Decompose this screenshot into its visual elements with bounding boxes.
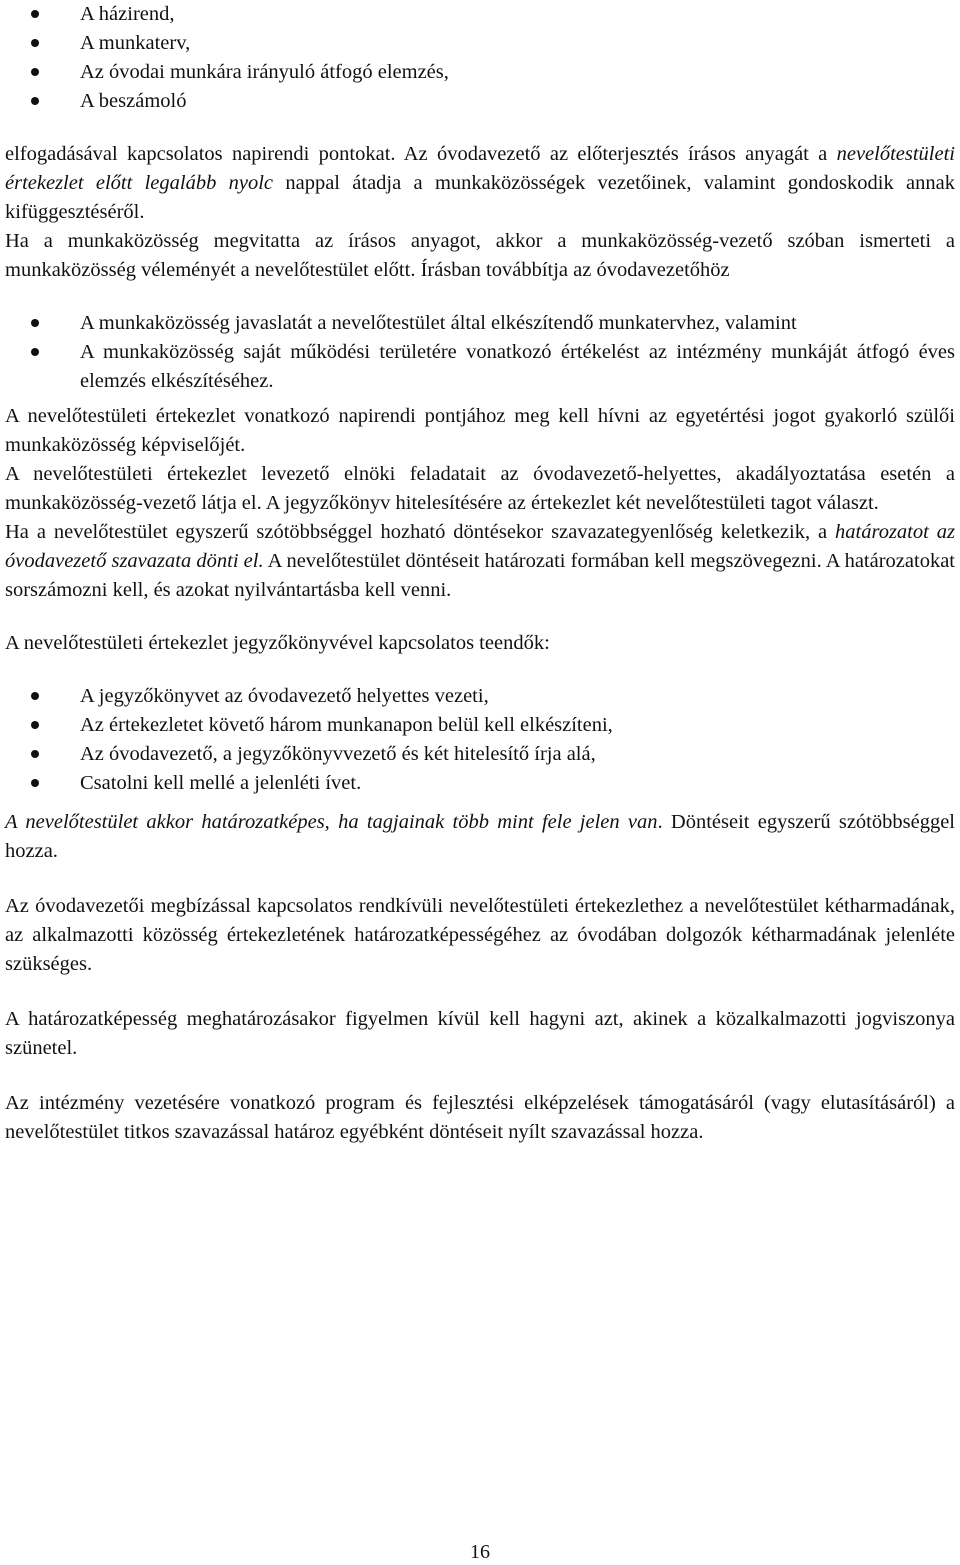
list-item: A beszámoló xyxy=(5,87,955,116)
list-item: A jegyzőkönyvet az óvodavezető helyettes vezeti, xyxy=(5,682,955,711)
list-item: Az óvodavezető, a jegyzőkönyvvezető és két hitelesítő írja alá, xyxy=(5,740,955,769)
paragraph-committee-review: Ha a munkaközösség megvitatta az írásos anyagot, akkor a munkaközösség-vezető szóban ismerteti a munkaközösség véleményét a nevelőtestület előtt. Írásban továbbítja az óvodavezetőhöz xyxy=(5,230,955,281)
list-item: A munkaközösség javaslatát a nevelőtestület által elkészítendő munkatervhez, valamint xyxy=(5,309,955,338)
paragraph-quorum: A nevelőtestület akkor határozatképes, ha tagjainak több mint fele jelen van. Döntéseit egyszerű szótöbbséggel hozza. xyxy=(5,811,955,862)
list-item: A házirend, xyxy=(5,0,955,29)
list-item: Az óvodai munkára irányuló átfogó elemzés, xyxy=(5,58,955,87)
top-bullet-list xyxy=(5,0,955,116)
bottom-bullet-list xyxy=(5,682,955,798)
list-item: Az értekezletet követő három munkanapon belül kell elkészíteni, xyxy=(5,711,955,740)
page-number: 16 xyxy=(470,1541,490,1563)
list-item: Csatolni kell mellé a jelenléti ívet. xyxy=(5,769,955,798)
list-item: A munkaközösség saját működési területére vonatkozó értékelést az intézmény munkáját átfogó éves elemzés elkészítéséhez. xyxy=(5,338,955,396)
paragraph-quorum-exclusion: A határozatképesség meghatározásakor figyelmen kívül kell hagyni azt, akinek a közalkalmazotti jogviszonya szünetel. xyxy=(5,1008,955,1059)
middle-bullet-list xyxy=(5,309,955,396)
paragraph-extraordinary-meeting: Az óvodavezetői megbízással kapcsolatos rendkívüli nevelőtestületi értekezlethez a nevelőtestület kétharmadának, az alkalmazotti közösség értekezletének határozatképességéhez az óvodában dolgozók kétharmadának jelenléte szükséges. xyxy=(5,895,955,975)
document-page xyxy=(5,0,955,1147)
paragraph-chair-duties: A nevelőtestületi értekezlet levezető elnöki feladatait az óvodavezető-helyettes, akadályoztatása esetén a munkaközösség-vezető látja el. A jegyzőkönyv hitelesítésére az értekezlet két nevelőtestületi tagot választ. xyxy=(5,463,955,514)
list-item: A munkaterv, xyxy=(5,29,955,58)
paragraph-parent-invitation: A nevelőtestületi értekezlet vonatkozó napirendi pontjához meg kell hívni az egyetértési jogot gyakorló szülői munkaközösség képviselőjét. xyxy=(5,405,955,456)
paragraph-minutes-intro: A nevelőtestületi értekezlet jegyzőkönyvével kapcsolatos teendők: xyxy=(5,632,550,654)
paragraph-secret-ballot: Az intézmény vezetésére vonatkozó program és fejlesztési elképzelések támogatásáról (vagy elutasításáról) a nevelőtestület titkos szavazással határoz egyébként döntéseit nyílt szavazással hozza. xyxy=(5,1092,955,1143)
paragraph-tie-vote: Ha a nevelőtestület egyszerű szótöbbséggel hozható döntésekor szavazategyenlőség keletkezik, a határozatot az óvodavezető szavazata dönti el. A nevelőtestület döntéseit határozati formában kell megszövegezni. A határozatokat sorszámozni kell, és azokat nyilvántartásba kell venni. xyxy=(5,521,955,601)
paragraph-agenda: elfogadásával kapcsolatos napirendi pontokat. Az óvodavezető az előterjesztés írásos anyagát a nevelőtestületi értekezlet előtt legalább nyolc nappal átadja a munkaközösségek vezetőinek, valamint gondoskodik annak kifüggesztéséről. xyxy=(5,143,955,223)
